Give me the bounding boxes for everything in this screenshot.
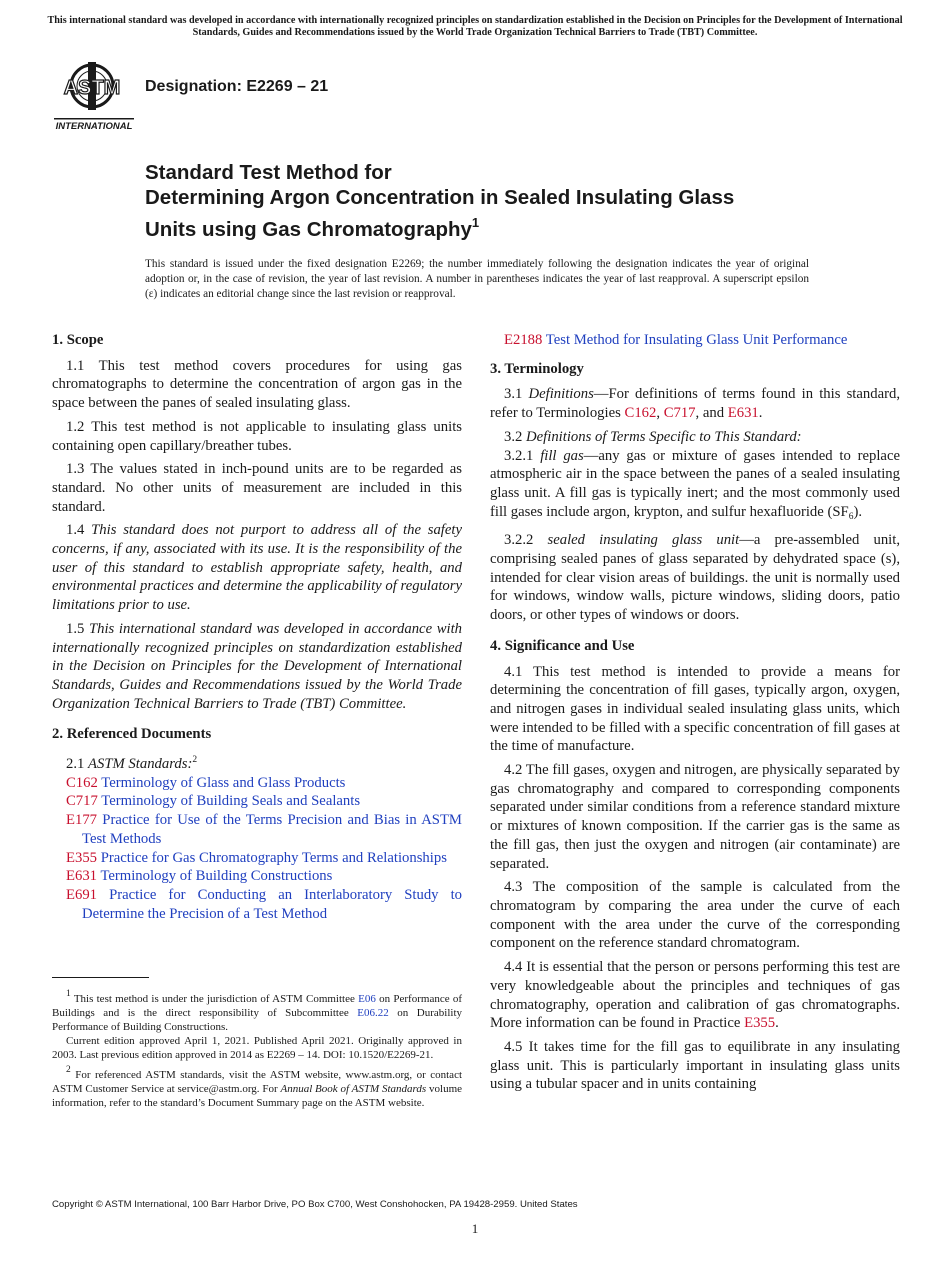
ref-e177[interactable]: E177 Practice for Use of the Terms Precision and Bias in ASTM Test Methods — [66, 812, 462, 847]
astm-logo — [52, 56, 136, 132]
paragraph-1-4: 1.4 This standard does not purport to address all of the safety concerns, if any, associated with its use. It is the responsibility of the user of this standard to establish appropriate safety, health, and environmental practices and determine the applicability of regulatory limitations prior to use. — [52, 522, 463, 614]
footnote-2: 2 For referenced ASTM standards, visit the ASTM website, www.astm.org, or contact ASTM Customer Service at service@astm.org. For Annual Book of ASTM Standards volume information, refer to the standard’s Document Summary page on the ASTM website. — [52, 1064, 463, 1109]
ref-e355[interactable]: E355 Practice for Gas Chromatography Terms and Relationships — [66, 849, 447, 866]
section-heading-scope: 1. Scope — [52, 332, 104, 348]
title-footnote-mark[interactable]: 1 — [471, 215, 480, 230]
title-line-2: Determining Argon Concentration in Sealed Insulating Glass — [145, 186, 735, 209]
section-heading-terminology: 3. Terminology — [490, 360, 584, 377]
paragraph-4-5: 4.5 It takes time for the fill gas to equilibrate in any insulating glass unit. This is particularly important in insulating glass units using a tubular spacer and in units containing — [490, 1038, 900, 1093]
paragraph-4-4: 4.4 It is essential that the person or persons performing this test are very knowledgeable about the principles and techniques of gas chromatography, operation and calibration of gas chromatographs. More information can be found in Practice E355. — [490, 959, 900, 1032]
logo-text: ASTM — [63, 77, 121, 99]
footnote-link-e06[interactable]: E06 — [358, 993, 376, 1005]
title-line-3: Units using Gas Chromatography$^1$ — [145, 215, 480, 241]
section-heading-significance: 4. Significance and Use — [490, 637, 635, 654]
footnote-1: 1 This test method is under the jurisdiction of ASTM Committee E06 on Performance of Buildings and is the direct responsibility of Subcommittee E06.22 on Durability Performance of Building Constructions. — [52, 989, 463, 1033]
footnote-link-e06-22[interactable]: E06.22 — [357, 1006, 389, 1019]
tbt-banner: This international standard was developed in accordance with internationally recognized principles on standardization established in the Decision on Principles for the Development of International Standards, Guides and Recommendations issued by the World Trade Organization Technical Barriers to Trade (TBT) Committee. — [47, 15, 903, 38]
right-column — [490, 331, 900, 1099]
link-e355[interactable]: E355 — [744, 1015, 776, 1032]
title-line-1: Standard Test Method for — [145, 161, 392, 184]
designation: Designation: E2269 – 21 — [145, 78, 329, 95]
paragraph-3-2-1: 3.2.1 fill gas—any gas or mixture of gases intended to replace atmospheric air in the space between the panes of a sealed insulating glass unit. A fill gas is typically inert; and the most commonly used fill gases include argon, krypton, and sulfur hexafluoride $(SF_6)$. — [490, 447, 900, 522]
document-title — [145, 160, 865, 242]
paragraph-3-2: 3.2 Definitions of Terms Specific to This Standard: — [504, 428, 802, 445]
ref-e631[interactable]: E631 Terminology of Building Constructions — [66, 868, 333, 885]
link-c162[interactable]: C162 — [624, 405, 657, 422]
ref-c162[interactable]: C162 Terminology of Glass and Glass Products — [66, 774, 346, 791]
ref-c717[interactable]: C717 Terminology of Building Seals and Sealants — [66, 793, 361, 810]
paragraph-3-1: 3.1 Definitions—For definitions of terms found in this standard, refer to Terminologies C162, C717, and E631. — [490, 386, 900, 422]
designation-notice: This standard is issued under the fixed designation E2269; the number immediately following the designation indicates the year of original adoption or, in the case of revision, the year of last revision. A number in parentheses indicates the year of last reapproval. A superscript epsilon (ε) indicates an editorial change since the last revision or reapproval. — [145, 258, 809, 300]
link-e631[interactable]: E631 — [727, 405, 759, 422]
paragraph-1-1: 1.1 This test method covers procedures for using gas chromatographs to determine the concentration of argon gas in the space between the panes of sealed insulating glass. — [52, 357, 462, 412]
footnote-rule — [52, 977, 149, 978]
footnote-edition: Current edition approved April 1, 2021. Published April 2021. Originally approved in 2003. Last previous edition approved in 2014 as E2269 – 14. DOI: 10.1520/E2269-21. — [52, 1035, 462, 1062]
paragraph-2-1: 2.1 ASTM Standards:$^2$ — [66, 755, 198, 773]
paragraph-1-3: 1.3 The values stated in inch-pound units are to be regarded as standard. No other units of measurement are included in this standard. — [52, 461, 462, 515]
logo-subtext: INTERNATIONAL — [55, 121, 133, 132]
page-number: 1 — [471, 1221, 479, 1236]
section-heading-referenced-documents: 2. Referenced Documents — [52, 726, 212, 743]
link-c717[interactable]: C717 — [663, 405, 696, 422]
left-column — [52, 331, 462, 923]
paragraph-1-5: 1.5 This international standard was developed in accordance with internationally recognized principles on standardization established in the Decision on Principles for the Development of International Standards, Guides and Recommendations issued by the World Trade Organization Technical Barriers to Trade (TBT) Committee. — [52, 620, 462, 712]
paragraph-4-1: 4.1 This test method is intended to provide a means for determining the concentration of fill gases, typically argon, oxygen, and nitrogen gases in individual sealed insulating glass units, which were intended to be filled with a specific concentration of fill gases at the time of manufacture. — [490, 663, 900, 755]
copyright-line: Copyright © ASTM International, 100 Barr Harbor Drive, PO Box C700, West Conshohocken, PA 19428-2959. United States — [52, 1199, 578, 1210]
footnotes — [52, 988, 462, 1111]
paragraph-3-2-2: 3.2.2 sealed insulating glass unit—a pre-assembled unit, comprising sealed panes of glass separated by dehydrated space (s), intended for clear vision areas of buildings. the unit is normally used for windows, window walls, picture windows, sliding doors, patio doors, or other types of windows or doors. — [490, 532, 901, 624]
paragraph-4-2: 4.2 The fill gases, oxygen and nitrogen, are physically separated by gas chromatography and compared to corresponding components separated under similar conditions from a reference standard mixture or mixtures of known composition. If the carrier gas is the same as the fill gas, then just the oxygen and nitrogen (air contaminate) are separated. — [490, 762, 900, 872]
paragraph-4-3: 4.3 The composition of the sample is calculated from the chromatogram by comparing the area under the curve of each component with the area under the curve of the corresponding component on the reference standard chromatogram. — [490, 879, 900, 952]
ref-e691[interactable]: E691 Practice for Conducting an Interlaboratory Study to Determine the Precision of a Test Method — [66, 886, 462, 922]
paragraph-1-2: 1.2 This test method is not applicable to insulating glass units containing open capillary/breather tubes. — [52, 418, 462, 454]
ref-e2188[interactable]: E2188 Test Method for Insulating Glass Unit Performance — [504, 332, 848, 348]
